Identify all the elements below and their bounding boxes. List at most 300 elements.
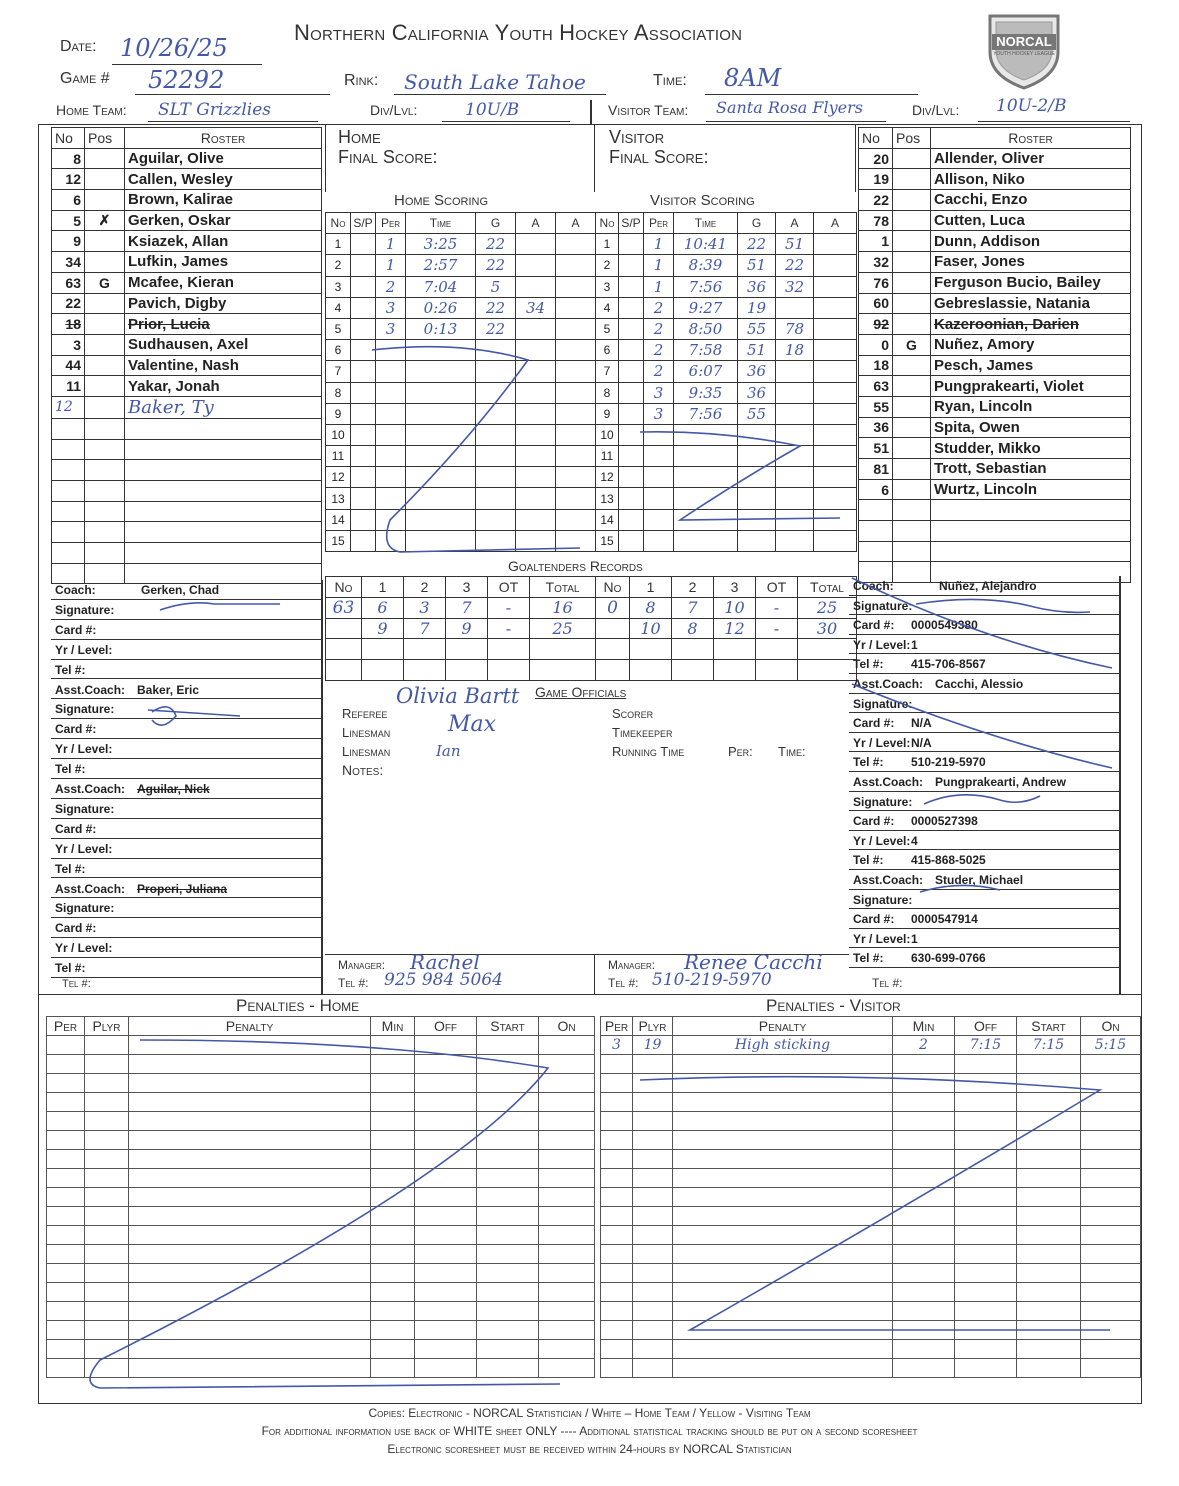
staff-card-value[interactable]: 0000549380: [911, 618, 978, 633]
penalty-min[interactable]: [893, 1074, 955, 1093]
penalty-start[interactable]: [477, 1207, 539, 1226]
goal-scorer[interactable]: [738, 509, 776, 530]
staff-role-value[interactable]: Aguilar, Nick: [137, 782, 210, 796]
goal-time[interactable]: 3:25: [406, 234, 476, 255]
penalty-off[interactable]: [415, 1226, 477, 1245]
penalty-min[interactable]: [371, 1074, 415, 1093]
penalty-on[interactable]: [539, 1207, 595, 1226]
penalty-penalty[interactable]: [129, 1264, 371, 1283]
goal-sp[interactable]: [351, 318, 376, 339]
goal-period[interactable]: [376, 467, 406, 488]
player-name[interactable]: Valentine, Nash: [125, 355, 322, 376]
player-name[interactable]: Yakar, Jonah: [125, 376, 322, 397]
penalty-off[interactable]: [955, 1055, 1017, 1074]
penalty-start[interactable]: [1017, 1302, 1081, 1321]
penalty-penalty[interactable]: [673, 1131, 893, 1150]
goal-scorer[interactable]: [476, 361, 516, 382]
player-number[interactable]: 3: [52, 334, 85, 355]
goalie-shots[interactable]: [630, 660, 672, 681]
penalty-penalty[interactable]: [673, 1302, 893, 1321]
goal-period[interactable]: [644, 467, 674, 488]
goal-scorer[interactable]: 36: [738, 276, 776, 297]
penalty-on[interactable]: [1081, 1055, 1141, 1074]
penalty-on[interactable]: [539, 1112, 595, 1131]
goal-sp[interactable]: [351, 255, 376, 276]
penalty-on[interactable]: [1081, 1359, 1141, 1378]
penalty-min[interactable]: [893, 1302, 955, 1321]
player-name[interactable]: [931, 541, 1131, 562]
penalty-on[interactable]: [1081, 1112, 1141, 1131]
player-position[interactable]: [85, 169, 125, 190]
player-position[interactable]: [893, 479, 931, 500]
goal-time[interactable]: [674, 530, 738, 551]
penalty-off[interactable]: [415, 1093, 477, 1112]
goalie-shots[interactable]: [756, 660, 798, 681]
player-position[interactable]: [893, 459, 931, 480]
goal-assist-1[interactable]: [776, 446, 814, 467]
penalty-start[interactable]: [1017, 1131, 1081, 1150]
penalty-per[interactable]: [47, 1150, 85, 1169]
home-div-value[interactable]: 10U/B: [465, 100, 520, 120]
player-name[interactable]: [125, 481, 322, 502]
goal-time[interactable]: 9:35: [674, 382, 738, 403]
penalty-start[interactable]: [1017, 1169, 1081, 1188]
penalty-plyr[interactable]: [633, 1131, 673, 1150]
goal-period[interactable]: [376, 382, 406, 403]
penalty-min[interactable]: [893, 1112, 955, 1131]
penalty-min[interactable]: [371, 1207, 415, 1226]
penalty-penalty[interactable]: [673, 1074, 893, 1093]
goal-sp[interactable]: [619, 403, 644, 424]
goal-sp[interactable]: [351, 488, 376, 509]
goal-sp[interactable]: [351, 530, 376, 551]
goal-time[interactable]: [674, 424, 738, 445]
penalty-plyr[interactable]: [85, 1093, 129, 1112]
player-position[interactable]: [893, 314, 931, 335]
goal-time[interactable]: [406, 446, 476, 467]
penalty-per[interactable]: [47, 1359, 85, 1378]
goal-assist-1[interactable]: [516, 403, 556, 424]
penalty-plyr[interactable]: [85, 1283, 129, 1302]
player-position[interactable]: ✗: [85, 210, 125, 231]
penalty-penalty[interactable]: [673, 1207, 893, 1226]
goal-scorer[interactable]: [476, 488, 516, 509]
penalty-on[interactable]: [539, 1321, 595, 1340]
goal-sp[interactable]: [619, 467, 644, 488]
penalty-penalty[interactable]: [129, 1226, 371, 1245]
penalty-per[interactable]: [601, 1131, 633, 1150]
goalie-shots[interactable]: [362, 660, 404, 681]
penalty-per[interactable]: [47, 1226, 85, 1245]
goal-assist-1[interactable]: [776, 424, 814, 445]
goal-scorer[interactable]: [738, 530, 776, 551]
player-name[interactable]: Kazeroonian, Darien: [931, 314, 1131, 335]
goalie-shots[interactable]: -: [756, 597, 798, 618]
goal-assist-2[interactable]: [814, 446, 857, 467]
goal-period[interactable]: [376, 446, 406, 467]
goal-assist-1[interactable]: [516, 340, 556, 361]
penalty-off[interactable]: [955, 1340, 1017, 1359]
penalty-plyr[interactable]: [633, 1321, 673, 1340]
penalty-off[interactable]: [415, 1340, 477, 1359]
penalty-min[interactable]: 2: [893, 1036, 955, 1055]
goal-assist-1[interactable]: [516, 318, 556, 339]
player-position[interactable]: G: [893, 334, 931, 355]
penalty-plyr[interactable]: [85, 1245, 129, 1264]
player-position[interactable]: [893, 438, 931, 459]
player-name[interactable]: Baker, Ty: [125, 396, 322, 418]
staff-yr-level-value[interactable]: 1: [911, 637, 918, 652]
penalty-on[interactable]: [1081, 1340, 1141, 1359]
penalty-off[interactable]: [415, 1055, 477, 1074]
player-name[interactable]: [125, 439, 322, 460]
penalty-plyr[interactable]: [85, 1226, 129, 1245]
goalie-shots[interactable]: -: [488, 618, 530, 639]
penalty-min[interactable]: [371, 1264, 415, 1283]
penalty-min[interactable]: [893, 1321, 955, 1340]
goal-sp[interactable]: [619, 488, 644, 509]
visitor-div-value[interactable]: 10U-2/B: [996, 96, 1067, 116]
penalty-penalty[interactable]: [673, 1112, 893, 1131]
player-number[interactable]: [859, 541, 893, 562]
penalty-penalty[interactable]: [129, 1359, 371, 1378]
goalie-shots[interactable]: [672, 639, 714, 660]
player-position[interactable]: [85, 439, 125, 460]
penalty-penalty[interactable]: [129, 1055, 371, 1074]
goalie-shots[interactable]: [488, 639, 530, 660]
goal-period[interactable]: [376, 340, 406, 361]
penalty-start[interactable]: [1017, 1207, 1081, 1226]
penalty-start[interactable]: [477, 1283, 539, 1302]
goal-assist-1[interactable]: [776, 488, 814, 509]
goal-assist-2[interactable]: [814, 234, 857, 255]
player-number[interactable]: [52, 522, 85, 543]
player-name[interactable]: Sudhausen, Axel: [125, 334, 322, 355]
player-name[interactable]: Ferguson Bucio, Bailey: [931, 272, 1131, 293]
goal-assist-1[interactable]: 22: [776, 255, 814, 276]
linesman1-value[interactable]: Max: [448, 712, 497, 737]
goal-assist-1[interactable]: [516, 276, 556, 297]
player-number[interactable]: 22: [859, 190, 893, 211]
goal-assist-2[interactable]: [814, 361, 857, 382]
penalty-min[interactable]: [893, 1188, 955, 1207]
penalty-on[interactable]: [539, 1359, 595, 1378]
goal-scorer[interactable]: 55: [738, 403, 776, 424]
penalty-on[interactable]: [539, 1226, 595, 1245]
goal-scorer[interactable]: 22: [476, 255, 516, 276]
penalty-start[interactable]: [1017, 1283, 1081, 1302]
penalty-start[interactable]: [477, 1150, 539, 1169]
penalty-per[interactable]: [47, 1036, 85, 1055]
goalie-number[interactable]: 0: [596, 597, 630, 618]
player-number[interactable]: 32: [859, 252, 893, 273]
penalty-start[interactable]: [1017, 1150, 1081, 1169]
penalty-penalty[interactable]: [673, 1055, 893, 1074]
penalty-start[interactable]: [477, 1321, 539, 1340]
player-position[interactable]: [85, 252, 125, 273]
goal-scorer[interactable]: 55: [738, 318, 776, 339]
goal-scorer[interactable]: [738, 424, 776, 445]
goal-time[interactable]: [406, 530, 476, 551]
goal-assist-1[interactable]: 78: [776, 318, 814, 339]
goalie-shots[interactable]: [530, 660, 596, 681]
penalty-plyr[interactable]: [85, 1207, 129, 1226]
player-position[interactable]: [85, 334, 125, 355]
goalie-shots[interactable]: [714, 639, 756, 660]
player-position[interactable]: [85, 355, 125, 376]
player-position[interactable]: [85, 501, 125, 522]
penalty-penalty[interactable]: [129, 1340, 371, 1359]
goal-period[interactable]: 1: [376, 234, 406, 255]
penalty-penalty[interactable]: [673, 1226, 893, 1245]
player-number[interactable]: 0: [859, 334, 893, 355]
goal-assist-2[interactable]: [814, 488, 857, 509]
goalie-shots[interactable]: 8: [630, 597, 672, 618]
player-number[interactable]: [52, 481, 85, 502]
goalie-shots[interactable]: [530, 639, 596, 660]
goalie-shots[interactable]: 7: [404, 618, 446, 639]
goal-assist-1[interactable]: [516, 361, 556, 382]
penalty-start[interactable]: 7:15: [1017, 1036, 1081, 1055]
goal-time[interactable]: 0:13: [406, 318, 476, 339]
staff-tel-value[interactable]: 415-706-8567: [911, 657, 986, 672]
player-position[interactable]: [893, 417, 931, 438]
goal-scorer[interactable]: [738, 488, 776, 509]
goal-assist-1[interactable]: [516, 255, 556, 276]
staff-card-value[interactable]: 0000527398: [911, 814, 978, 829]
staff-role-value[interactable]: Nuñez, Alejandro: [939, 579, 1037, 593]
goal-period[interactable]: 2: [644, 297, 674, 318]
goal-assist-1[interactable]: [776, 297, 814, 318]
goalie-shots[interactable]: [362, 639, 404, 660]
player-name[interactable]: [125, 543, 322, 564]
player-position[interactable]: [85, 231, 125, 252]
goal-scorer[interactable]: 36: [738, 361, 776, 382]
goal-scorer[interactable]: 51: [738, 255, 776, 276]
staff-card-value[interactable]: N/A: [911, 716, 932, 731]
player-name[interactable]: Lufkin, James: [125, 252, 322, 273]
goalie-shots[interactable]: 25: [530, 618, 596, 639]
penalty-start[interactable]: [477, 1302, 539, 1321]
penalty-start[interactable]: [477, 1055, 539, 1074]
penalty-on[interactable]: [1081, 1093, 1141, 1112]
player-name[interactable]: Gerken, Oskar: [125, 210, 322, 231]
penalty-plyr[interactable]: [633, 1112, 673, 1131]
player-number[interactable]: [52, 460, 85, 481]
goalie-shots[interactable]: 10: [714, 597, 756, 618]
player-position[interactable]: [85, 396, 125, 418]
player-name[interactable]: Wurtz, Lincoln: [931, 479, 1131, 500]
goal-period[interactable]: 1: [644, 276, 674, 297]
goal-scorer[interactable]: [738, 446, 776, 467]
penalty-on[interactable]: [1081, 1226, 1141, 1245]
penalty-min[interactable]: [371, 1169, 415, 1188]
goal-sp[interactable]: [619, 361, 644, 382]
staff-tel-value[interactable]: 510-219-5970: [911, 755, 986, 770]
player-number[interactable]: 6: [52, 190, 85, 211]
goal-sp[interactable]: [351, 276, 376, 297]
player-number[interactable]: 5: [52, 210, 85, 231]
goal-assist-1[interactable]: [516, 488, 556, 509]
goal-sp[interactable]: [351, 509, 376, 530]
player-name[interactable]: Cutten, Luca: [931, 210, 1131, 231]
goalie-number[interactable]: [596, 660, 630, 681]
penalty-min[interactable]: [371, 1093, 415, 1112]
penalty-penalty[interactable]: [673, 1283, 893, 1302]
player-name[interactable]: [931, 521, 1131, 542]
penalty-min[interactable]: [371, 1055, 415, 1074]
penalty-off[interactable]: [955, 1188, 1017, 1207]
penalty-min[interactable]: [371, 1112, 415, 1131]
goal-time[interactable]: 7:04: [406, 276, 476, 297]
player-position[interactable]: [85, 148, 125, 169]
goal-time[interactable]: [406, 382, 476, 403]
goal-time[interactable]: [674, 467, 738, 488]
penalty-penalty[interactable]: [129, 1188, 371, 1207]
player-position[interactable]: [85, 481, 125, 502]
player-number[interactable]: 12: [52, 396, 85, 418]
penalty-penalty[interactable]: [129, 1036, 371, 1055]
penalty-on[interactable]: [539, 1188, 595, 1207]
goal-sp[interactable]: [619, 340, 644, 361]
player-name[interactable]: Callen, Wesley: [125, 169, 322, 190]
penalty-per[interactable]: [601, 1245, 633, 1264]
penalty-on[interactable]: [539, 1245, 595, 1264]
goalie-shots[interactable]: [798, 660, 857, 681]
penalty-start[interactable]: [1017, 1321, 1081, 1340]
player-position[interactable]: [85, 460, 125, 481]
penalty-penalty[interactable]: [129, 1321, 371, 1340]
penalty-plyr[interactable]: [633, 1074, 673, 1093]
penalty-penalty[interactable]: [129, 1169, 371, 1188]
goal-assist-2[interactable]: [556, 297, 596, 318]
goal-assist-1[interactable]: 32: [776, 276, 814, 297]
goal-period[interactable]: [376, 424, 406, 445]
penalty-per[interactable]: [601, 1321, 633, 1340]
player-position[interactable]: [893, 169, 931, 190]
penalty-per[interactable]: [47, 1112, 85, 1131]
penalty-min[interactable]: [371, 1321, 415, 1340]
penalty-plyr[interactable]: [85, 1150, 129, 1169]
staff-yr-level-value[interactable]: 1: [911, 931, 918, 946]
goal-assist-2[interactable]: [814, 297, 857, 318]
player-number[interactable]: 63: [859, 376, 893, 397]
penalty-off[interactable]: [955, 1112, 1017, 1131]
penalty-start[interactable]: [1017, 1093, 1081, 1112]
penalty-start[interactable]: [1017, 1112, 1081, 1131]
player-name[interactable]: [125, 501, 322, 522]
penalty-penalty[interactable]: [129, 1131, 371, 1150]
penalty-start[interactable]: [477, 1169, 539, 1188]
penalty-off[interactable]: [415, 1074, 477, 1093]
penalty-start[interactable]: [477, 1036, 539, 1055]
goal-sp[interactable]: [619, 255, 644, 276]
penalty-plyr[interactable]: [85, 1055, 129, 1074]
player-position[interactable]: [85, 314, 125, 335]
penalty-penalty[interactable]: [673, 1169, 893, 1188]
penalty-per[interactable]: 3: [601, 1036, 633, 1055]
goal-scorer[interactable]: 22: [738, 234, 776, 255]
penalty-per[interactable]: [47, 1283, 85, 1302]
goal-time[interactable]: [674, 509, 738, 530]
player-name[interactable]: Ksiazek, Allan: [125, 231, 322, 252]
penalty-per[interactable]: [601, 1188, 633, 1207]
goal-scorer[interactable]: 5: [476, 276, 516, 297]
goal-sp[interactable]: [619, 446, 644, 467]
goal-time[interactable]: 8:50: [674, 318, 738, 339]
penalty-min[interactable]: [893, 1264, 955, 1283]
player-position[interactable]: [893, 252, 931, 273]
penalty-off[interactable]: [415, 1036, 477, 1055]
goal-sp[interactable]: [351, 297, 376, 318]
goal-scorer[interactable]: [476, 467, 516, 488]
goalie-shots[interactable]: 10: [630, 618, 672, 639]
goal-sp[interactable]: [619, 234, 644, 255]
home-manager-value[interactable]: Rachel: [410, 950, 480, 974]
penalty-start[interactable]: [1017, 1245, 1081, 1264]
goal-sp[interactable]: [351, 340, 376, 361]
goal-sp[interactable]: [619, 382, 644, 403]
penalty-off[interactable]: [955, 1264, 1017, 1283]
goalie-shots[interactable]: -: [488, 597, 530, 618]
penalty-on[interactable]: [1081, 1074, 1141, 1093]
goal-time[interactable]: 10:41: [674, 234, 738, 255]
date-value[interactable]: 10/26/25: [120, 34, 228, 62]
goal-assist-1[interactable]: [516, 234, 556, 255]
penalty-off[interactable]: [955, 1359, 1017, 1378]
penalty-per[interactable]: [601, 1264, 633, 1283]
goal-scorer[interactable]: 22: [476, 318, 516, 339]
penalty-on[interactable]: [539, 1055, 595, 1074]
goal-period[interactable]: [376, 530, 406, 551]
penalty-off[interactable]: [415, 1112, 477, 1131]
player-number[interactable]: 6: [859, 479, 893, 500]
player-position[interactable]: [85, 543, 125, 564]
penalty-per[interactable]: [601, 1112, 633, 1131]
goal-period[interactable]: 2: [644, 361, 674, 382]
staff-role-value[interactable]: Pungprakearti, Andrew: [935, 775, 1066, 789]
penalty-penalty[interactable]: [673, 1321, 893, 1340]
goalie-shots[interactable]: [672, 660, 714, 681]
player-number[interactable]: 78: [859, 210, 893, 231]
penalty-plyr[interactable]: [85, 1131, 129, 1150]
player-number[interactable]: 92: [859, 314, 893, 335]
goal-scorer[interactable]: [476, 340, 516, 361]
player-number[interactable]: 55: [859, 396, 893, 417]
penalty-min[interactable]: [371, 1131, 415, 1150]
penalty-plyr[interactable]: [633, 1359, 673, 1378]
goal-time[interactable]: [406, 340, 476, 361]
goal-assist-1[interactable]: [516, 446, 556, 467]
goal-assist-2[interactable]: [814, 340, 857, 361]
penalty-per[interactable]: [47, 1302, 85, 1321]
goalie-number[interactable]: [596, 618, 630, 639]
penalty-off[interactable]: [415, 1283, 477, 1302]
player-number[interactable]: 34: [52, 252, 85, 273]
penalty-min[interactable]: [371, 1245, 415, 1264]
player-name[interactable]: Pungprakearti, Violet: [931, 376, 1131, 397]
penalty-per[interactable]: [601, 1359, 633, 1378]
goal-assist-2[interactable]: [814, 318, 857, 339]
goalie-shots[interactable]: 25: [798, 597, 857, 618]
goal-assist-1[interactable]: [776, 509, 814, 530]
player-position[interactable]: G: [85, 272, 125, 293]
player-number[interactable]: 8: [52, 148, 85, 169]
goal-assist-1[interactable]: [776, 467, 814, 488]
goal-assist-2[interactable]: [814, 276, 857, 297]
goal-scorer[interactable]: [476, 424, 516, 445]
penalty-min[interactable]: [893, 1150, 955, 1169]
